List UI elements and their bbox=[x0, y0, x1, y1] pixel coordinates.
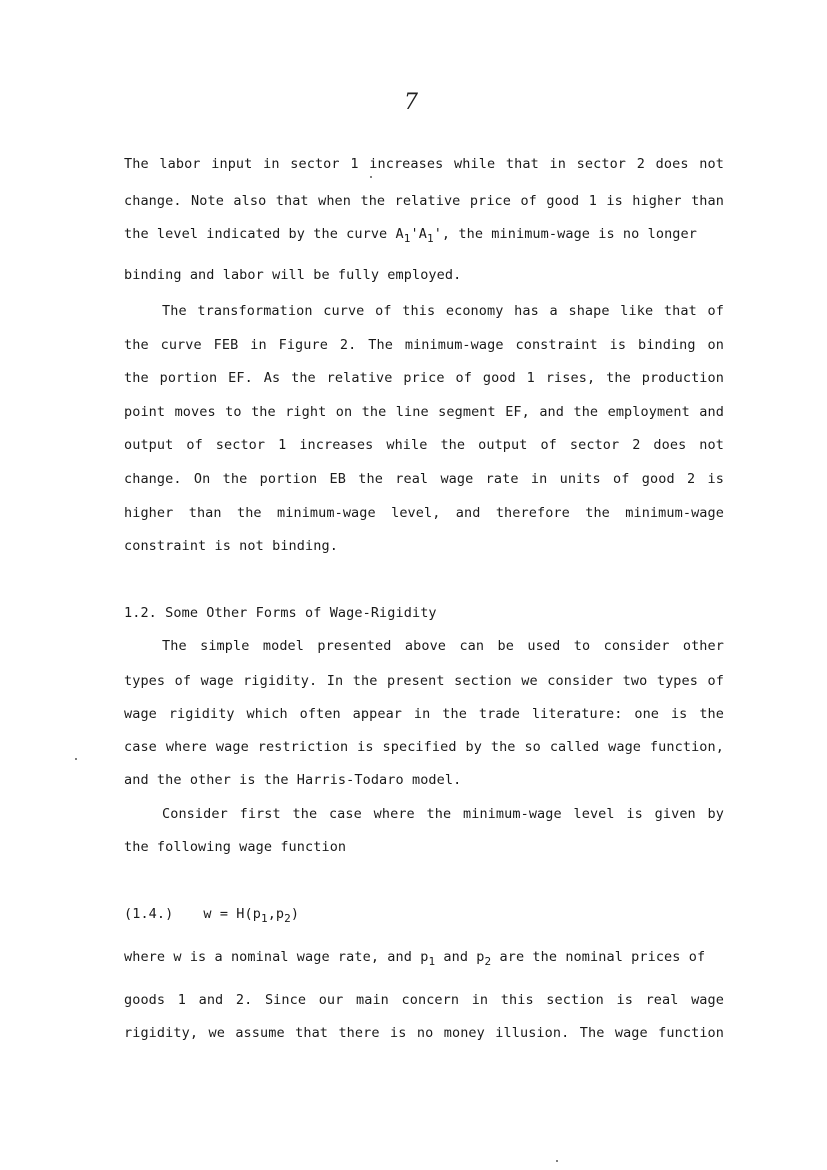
text-line: Consider first the case where the minimum-wage level is given by bbox=[162, 806, 724, 822]
subscript: 1 bbox=[426, 232, 434, 245]
equation-mid: ,p bbox=[267, 906, 285, 922]
text-line: output of sector 1 increases while the output of sector 2 does not bbox=[124, 437, 724, 453]
equation bbox=[124, 906, 724, 925]
text-line: higher than the minimum-wage level, and therefore the minimum-wage bbox=[124, 505, 724, 521]
page-number: 7 bbox=[404, 90, 418, 115]
text-line: point moves to the right on the line segment EF, and the employment and bbox=[124, 404, 724, 420]
text-line: case where wage restriction is specified by the so called wage function, bbox=[124, 739, 724, 755]
text-line: rigidity, we assume that there is no money illusion. The wage function bbox=[124, 1025, 724, 1041]
text-line: binding and labor will be fully employed. bbox=[124, 267, 462, 283]
text-line: the portion EF. As the relative price of good 1 rises, the production bbox=[124, 370, 724, 386]
subscript: 1 bbox=[403, 232, 411, 245]
text-line: The simple model presented above can be used to consider other bbox=[162, 638, 724, 654]
text-line: and the other is the Harris-Todaro model. bbox=[124, 772, 462, 788]
subscript: 1 bbox=[428, 955, 436, 968]
text-line: wage rigidity which often appear in the trade literature: one is the bbox=[124, 706, 724, 722]
text-line: constraint is not binding. bbox=[124, 538, 338, 554]
text-fragment: are the nominal prices of bbox=[491, 949, 706, 965]
equation-rhs: ) bbox=[290, 906, 300, 922]
subscript: 2 bbox=[284, 912, 291, 925]
subscript: 1 bbox=[260, 912, 268, 925]
text-line: change. On the portion EB the real wage rate in units of good 2 is bbox=[124, 471, 724, 487]
text-line: types of wage rigidity. In the present section we consider two types of bbox=[124, 673, 724, 689]
text-line: change. Note also that when the relative price of good 1 is higher than bbox=[124, 193, 724, 209]
prime-mark: ' bbox=[433, 226, 442, 242]
text-line-with-subscripts bbox=[124, 949, 724, 968]
equation-label: (1.4.) bbox=[124, 906, 174, 922]
text-line: the following wage function bbox=[124, 839, 347, 855]
text-line-with-curve bbox=[124, 226, 724, 245]
text-fragment: and p bbox=[435, 949, 485, 965]
section-heading: 1.2. Some Other Forms of Wage-Rigidity bbox=[124, 605, 437, 621]
text-fragment: where w is a nominal wage rate, and p bbox=[124, 949, 429, 965]
scan-speck bbox=[370, 176, 372, 178]
text-line: The labor input in sector 1 increases while that in sector 2 does not bbox=[124, 156, 724, 172]
text-line: the curve FEB in Figure 2. The minimum-wage constraint is binding on bbox=[124, 337, 724, 353]
curve-symbol: A bbox=[418, 226, 427, 242]
text-fragment: , the minimum-wage is no longer bbox=[441, 226, 697, 242]
text-fragment: the level indicated by the curve A bbox=[124, 226, 404, 242]
text-line: The transformation curve of this economy has a shape like that of bbox=[162, 303, 724, 319]
scan-speck bbox=[75, 758, 77, 760]
text-line: goods 1 and 2. Since our main concern in this section is real wage bbox=[124, 992, 724, 1008]
equation-lhs: w = H(p bbox=[203, 906, 261, 922]
scan-speck bbox=[556, 1160, 558, 1162]
subscript: 2 bbox=[484, 955, 492, 968]
prime-mark: ' bbox=[410, 226, 419, 242]
